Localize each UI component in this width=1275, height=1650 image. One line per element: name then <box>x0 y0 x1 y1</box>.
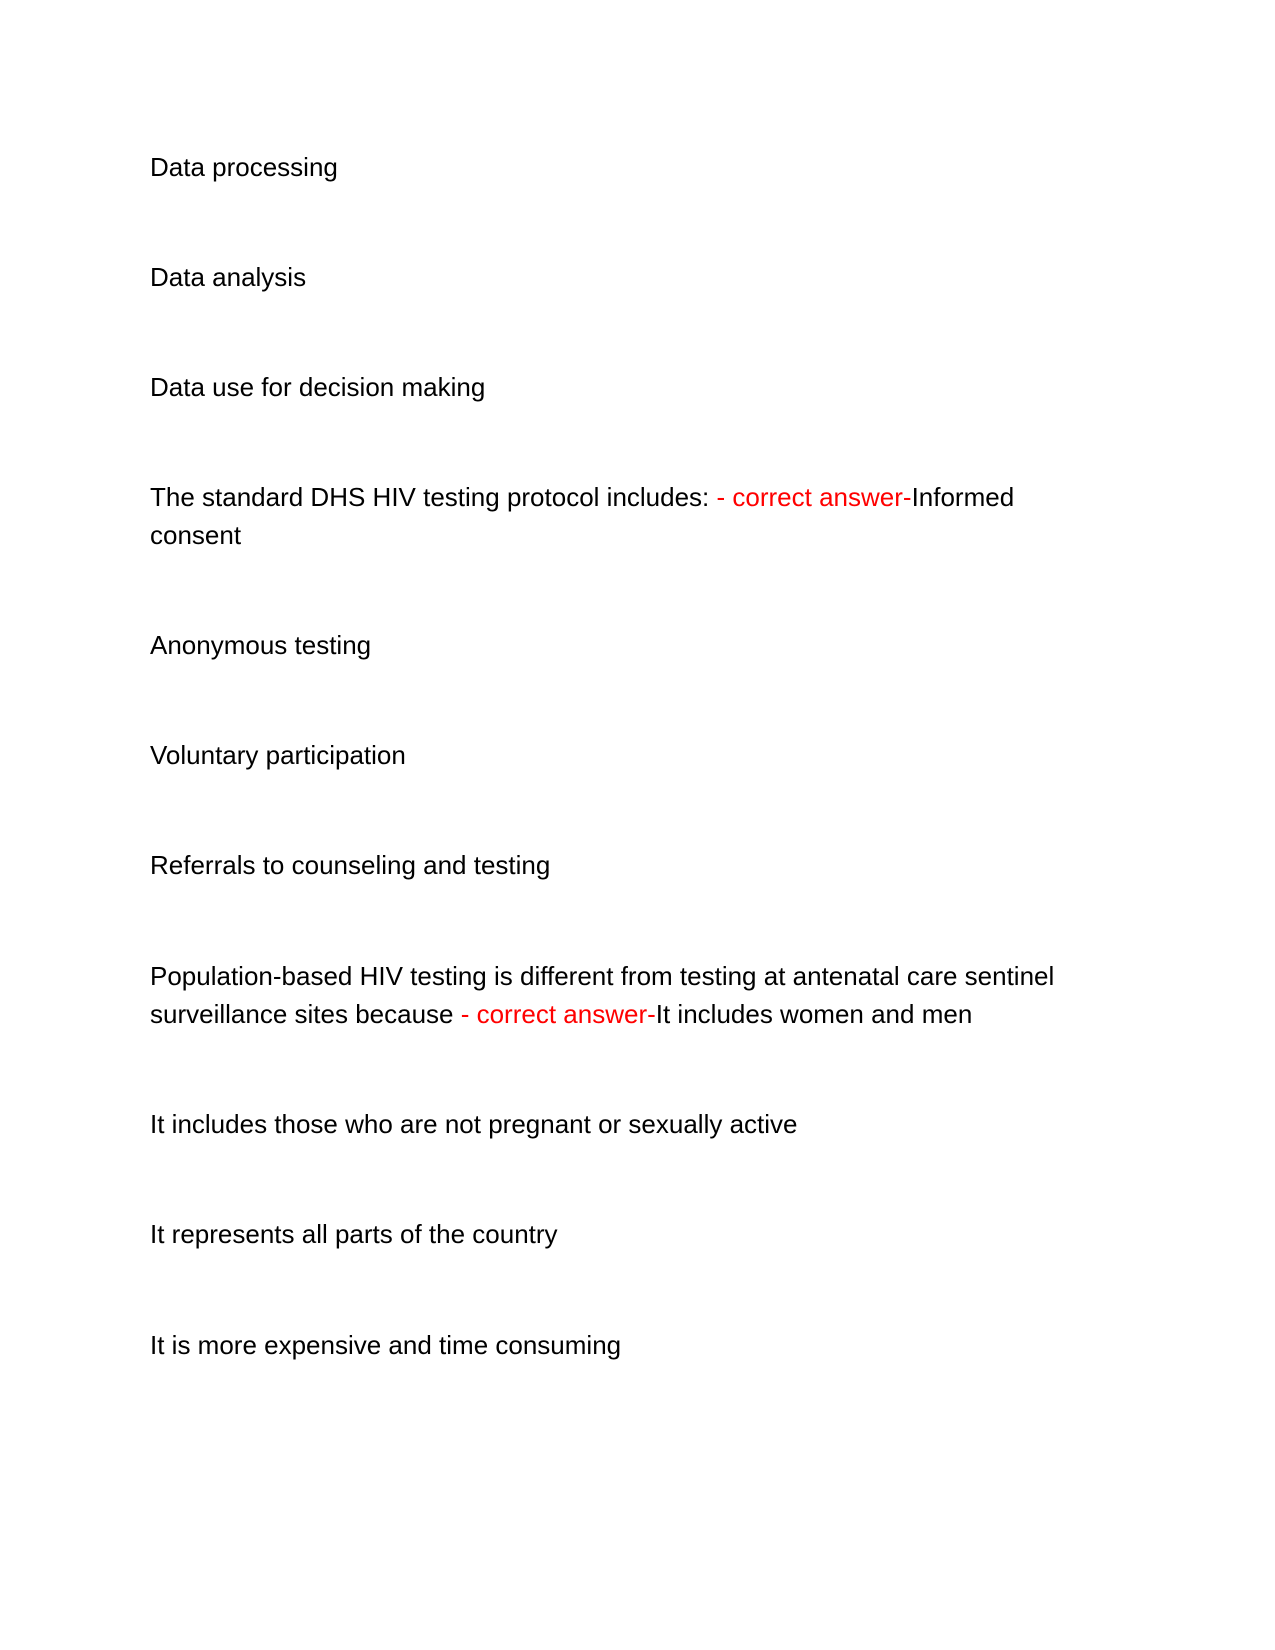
option-line: Data use for decision making <box>150 372 486 402</box>
question-paragraph <box>150 957 1110 1033</box>
correct-answer-marker: - correct answer- <box>716 482 912 512</box>
answer-text: It includes women and men <box>655 999 973 1029</box>
question-text: The standard DHS HIV testing protocol includes: <box>150 482 717 512</box>
question-paragraph <box>150 478 1110 554</box>
option-line: It is more expensive and time consuming <box>150 1330 622 1360</box>
option-line: It includes those who are not pregnant or sexually active <box>150 1109 798 1139</box>
option-line: Data analysis <box>150 262 307 292</box>
option-line: Referrals to counseling and testing <box>150 850 551 880</box>
option-line: Voluntary participation <box>150 740 406 770</box>
option-line: Data processing <box>150 152 338 182</box>
answer-text: Informed consent <box>150 482 1015 550</box>
option-line: Anonymous testing <box>150 630 372 660</box>
question-text: Population-based HIV testing is different from testing at antenatal care sentinel surveillance sites because <box>150 961 1055 1029</box>
option-line: It represents all parts of the country <box>150 1219 558 1249</box>
correct-answer-marker: - correct answer- <box>460 999 656 1029</box>
